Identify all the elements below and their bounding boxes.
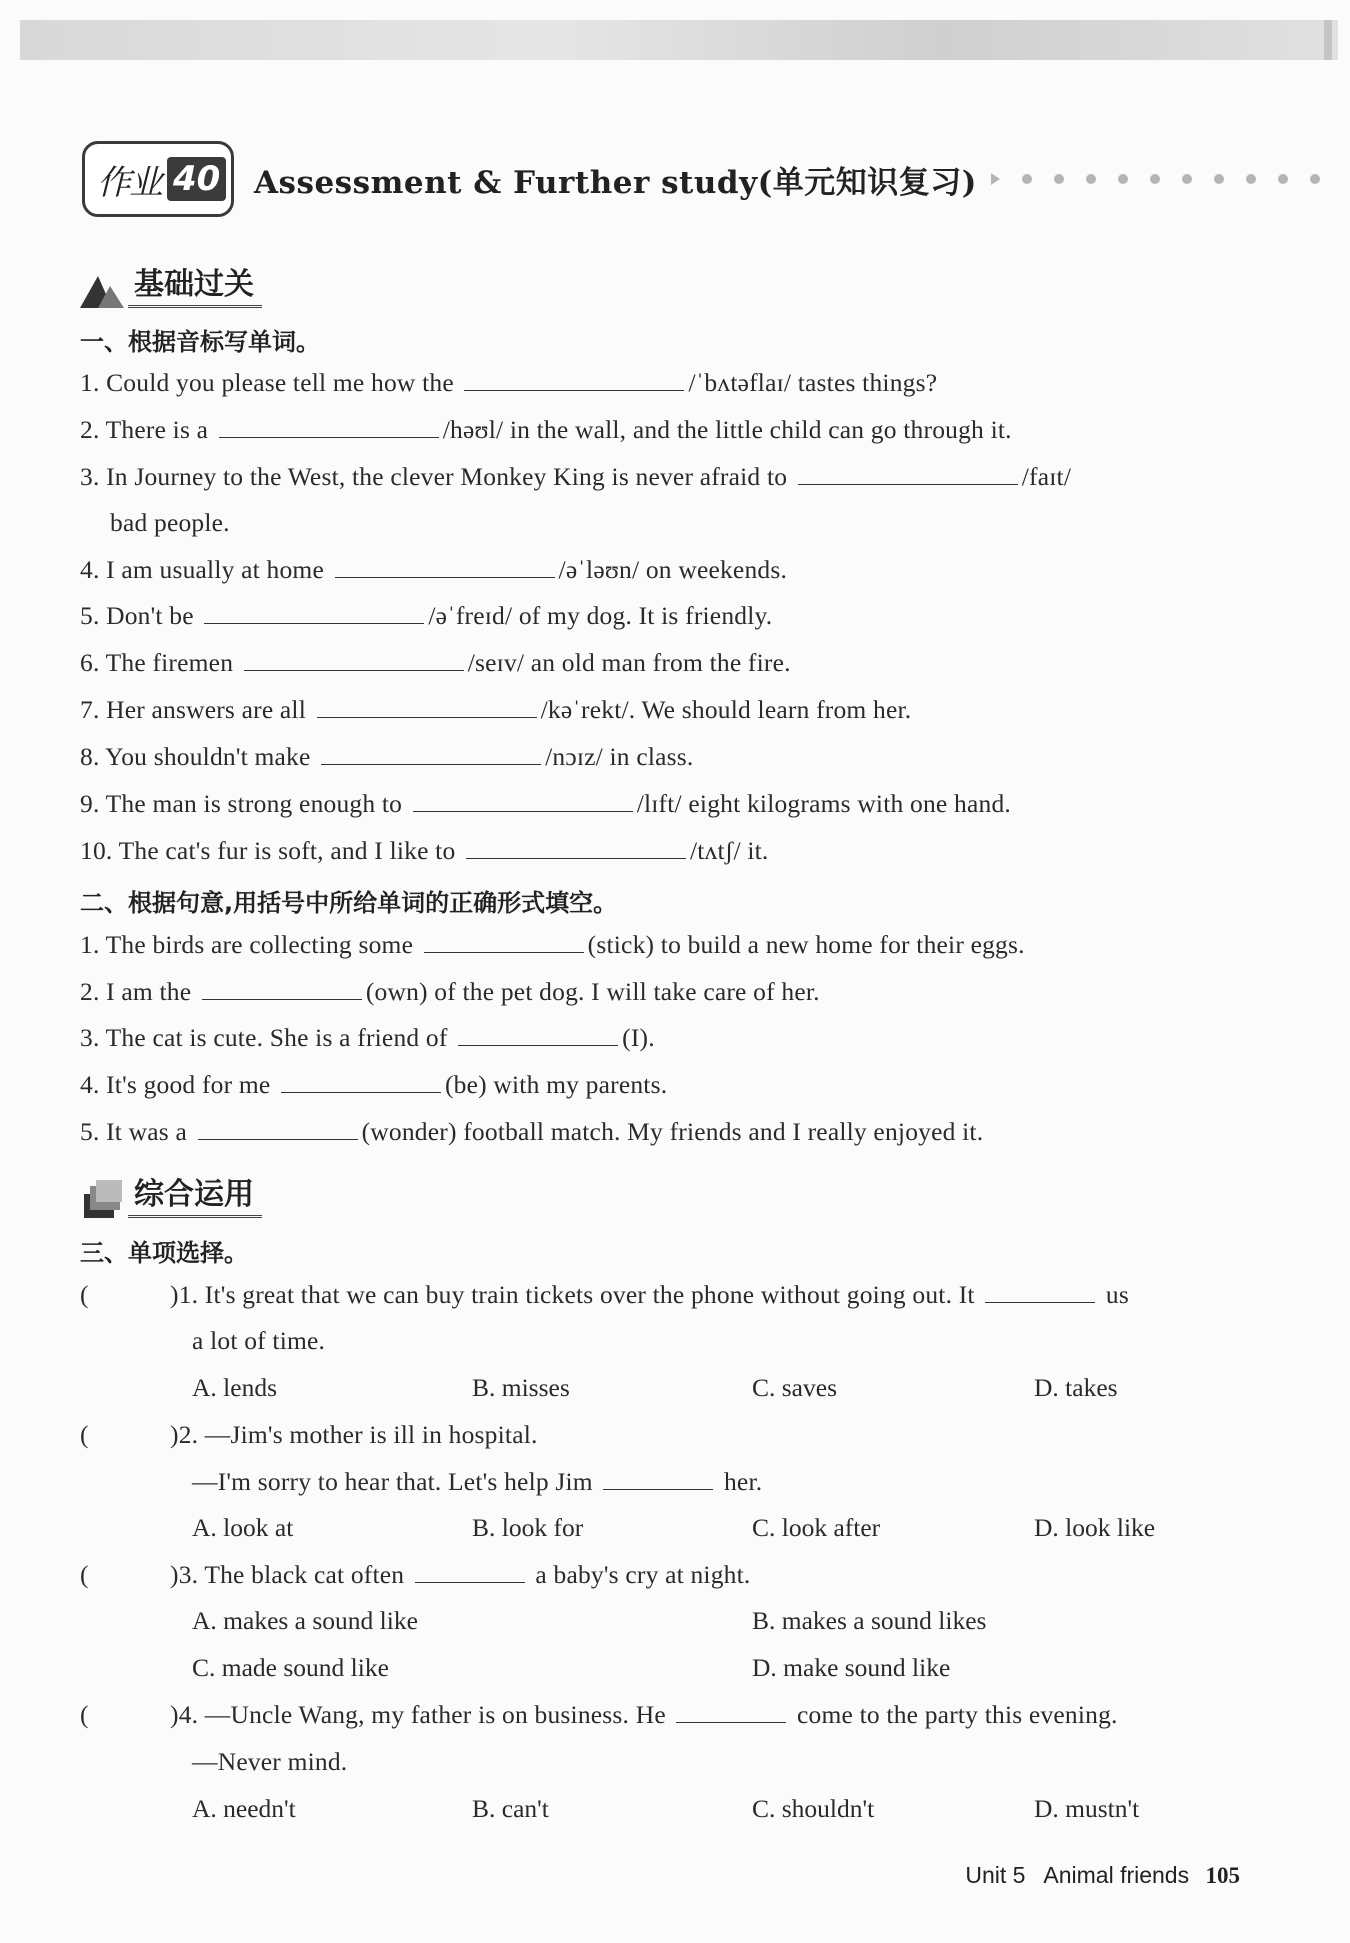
part2-item-4: 4. It's good for me (be) with my parents. (80, 1070, 668, 1099)
answer-blank[interactable] (415, 1560, 525, 1583)
page-footer (965, 1862, 1240, 1889)
part1-item-1: 1. Could you please tell me how the /ˈbʌtəflaɪ/ tastes things? (80, 368, 938, 397)
book-icon (80, 1180, 124, 1218)
part1-item-5: 5. Don't be /əˈfreɪd/ of my dog. It is friendly. (80, 601, 773, 630)
answer-blank[interactable] (466, 836, 686, 859)
answer-blank[interactable] (413, 789, 633, 812)
part2-item-3: 3. The cat is cute. She is a friend of (I). (80, 1023, 655, 1052)
section-title-comprehensive: 综合运用 (128, 1169, 262, 1218)
dot-icon (1086, 174, 1096, 184)
part3-heading: 三、单项选择。 (80, 1239, 248, 1267)
dot-icon (1150, 174, 1160, 184)
answer-blank[interactable] (985, 1280, 1095, 1303)
part2-item-2: 2. I am the (own) of the pet dog. I will take care of her. (80, 977, 820, 1006)
dot-icon (1022, 174, 1032, 184)
part1-item-7: 7. Her answers are all /kəˈrekt/. We should learn from her. (80, 695, 912, 724)
answer-blank[interactable] (244, 648, 464, 671)
mc3-option-b[interactable]: B. makes a sound likes (752, 1606, 987, 1635)
mc2-option-a[interactable]: A. look at (192, 1513, 294, 1542)
dot-icon (1310, 174, 1320, 184)
page-title: Assessment & Further study(单元知识复习) (254, 164, 977, 201)
mc-question-2-line2: —I'm sorry to hear that. Let's help Jim her. (192, 1467, 763, 1496)
badge-text: 作业 (97, 162, 161, 203)
mc4-option-b[interactable]: B. can't (472, 1794, 549, 1823)
dot-icon (1118, 174, 1128, 184)
answer-blank[interactable] (317, 695, 537, 718)
answer-blank[interactable] (464, 368, 684, 391)
answer-blank[interactable] (321, 742, 541, 765)
dot-icon (1246, 174, 1256, 184)
part1-item-8: 8. You shouldn't make /nɔɪz/ in class. (80, 742, 694, 771)
answer-blank[interactable] (458, 1023, 618, 1046)
part1-item-3-cont: bad people. (110, 508, 230, 537)
dot-icon (1278, 174, 1288, 184)
mc1-option-d[interactable]: D. takes (1034, 1373, 1118, 1402)
section-basic (80, 262, 262, 308)
header-dots (991, 173, 1320, 185)
mc-question-1-cont: a lot of time. (192, 1326, 326, 1355)
mc4-option-d[interactable]: D. mustn't (1034, 1794, 1140, 1823)
answer-blank[interactable] (798, 462, 1018, 485)
page-number: 105 (1205, 1863, 1240, 1888)
answer-blank[interactable] (198, 1117, 358, 1140)
answer-blank[interactable] (202, 977, 362, 1000)
answer-blank[interactable] (335, 555, 555, 578)
mc-question-2: ( )2. —Jim's mother is ill in hospital. (80, 1420, 538, 1449)
part1-item-2: 2. There is a /həʊl/ in the wall, and the little child can go through it. (80, 415, 1012, 444)
answer-paren[interactable]: ( (80, 1700, 89, 1729)
mc3-option-c[interactable]: C. made sound like (192, 1653, 389, 1682)
dot-icon (1054, 174, 1064, 184)
part1-item-6: 6. The firemen /seɪv/ an old man from the fire. (80, 648, 791, 677)
section-title-basic: 基础过关 (128, 259, 262, 308)
mc3-option-d[interactable]: D. make sound like (752, 1653, 951, 1682)
mc1-option-b[interactable]: B. misses (472, 1373, 570, 1402)
mc-question-3: ( )3. The black cat often a baby's cry at night. (80, 1560, 751, 1589)
part2-item-5: 5. It was a (wonder) football match. My friends and I really enjoyed it. (80, 1117, 984, 1146)
mc1-option-a[interactable]: A. lends (192, 1373, 277, 1402)
mc2-option-c[interactable]: C. look after (752, 1513, 881, 1542)
answer-blank[interactable] (603, 1467, 713, 1490)
mc1-option-c[interactable]: C. saves (752, 1373, 837, 1402)
arrow-icon (991, 173, 1000, 185)
mc-question-4: ( )4. —Uncle Wang, my father is on business. He come to the party this evening. (80, 1700, 1118, 1729)
answer-blank[interactable] (219, 415, 439, 438)
part1-heading: 一、根据音标写单词。 (80, 328, 320, 356)
mc4-option-a[interactable]: A. needn't (192, 1794, 296, 1823)
part1-item-9: 9. The man is strong enough to /lɪft/ eight kilograms with one hand. (80, 789, 1011, 818)
mc3-option-a[interactable]: A. makes a sound like (192, 1606, 418, 1635)
mc-question-1: ( )1. It's great that we can buy train tickets over the phone without going out. It us (80, 1280, 1129, 1309)
part2-item-1: 1. The birds are collecting some (stick) to build a new home for their eggs. (80, 930, 1025, 959)
dot-icon (1182, 174, 1192, 184)
section-comprehensive (80, 1172, 262, 1218)
answer-paren[interactable]: ( (80, 1560, 89, 1589)
part1-item-3: 3. In Journey to the West, the clever Monkey King is never afraid to /faɪt/ (80, 462, 1072, 491)
badge-number: 40 (167, 157, 226, 201)
mc2-option-d[interactable]: D. look like (1034, 1513, 1156, 1542)
answer-blank[interactable] (204, 601, 424, 624)
part2-heading: 二、根据句意,用括号中所给单词的正确形式填空。 (80, 889, 618, 917)
answer-paren[interactable]: ( (80, 1280, 89, 1309)
answer-blank[interactable] (424, 930, 584, 953)
answer-blank[interactable] (676, 1700, 786, 1723)
mc4-option-c[interactable]: C. shouldn't (752, 1794, 875, 1823)
footer-topic: Animal friends (1043, 1862, 1190, 1888)
answer-paren[interactable]: ( (80, 1420, 89, 1449)
dot-icon (1214, 174, 1224, 184)
page-header (82, 138, 1320, 220)
part1-item-10: 10. The cat's fur is soft, and I like to /tʌtʃ/ it. (80, 836, 769, 865)
footer-unit: Unit 5 (965, 1862, 1026, 1888)
mc2-option-b[interactable]: B. look for (472, 1513, 584, 1542)
mc-question-4-line2: —Never mind. (192, 1747, 348, 1776)
part1-item-4: 4. I am usually at home /əˈləʊn/ on weekends. (80, 555, 788, 584)
mountain-icon (80, 270, 124, 308)
homework-badge (82, 141, 234, 217)
answer-blank[interactable] (281, 1070, 441, 1093)
